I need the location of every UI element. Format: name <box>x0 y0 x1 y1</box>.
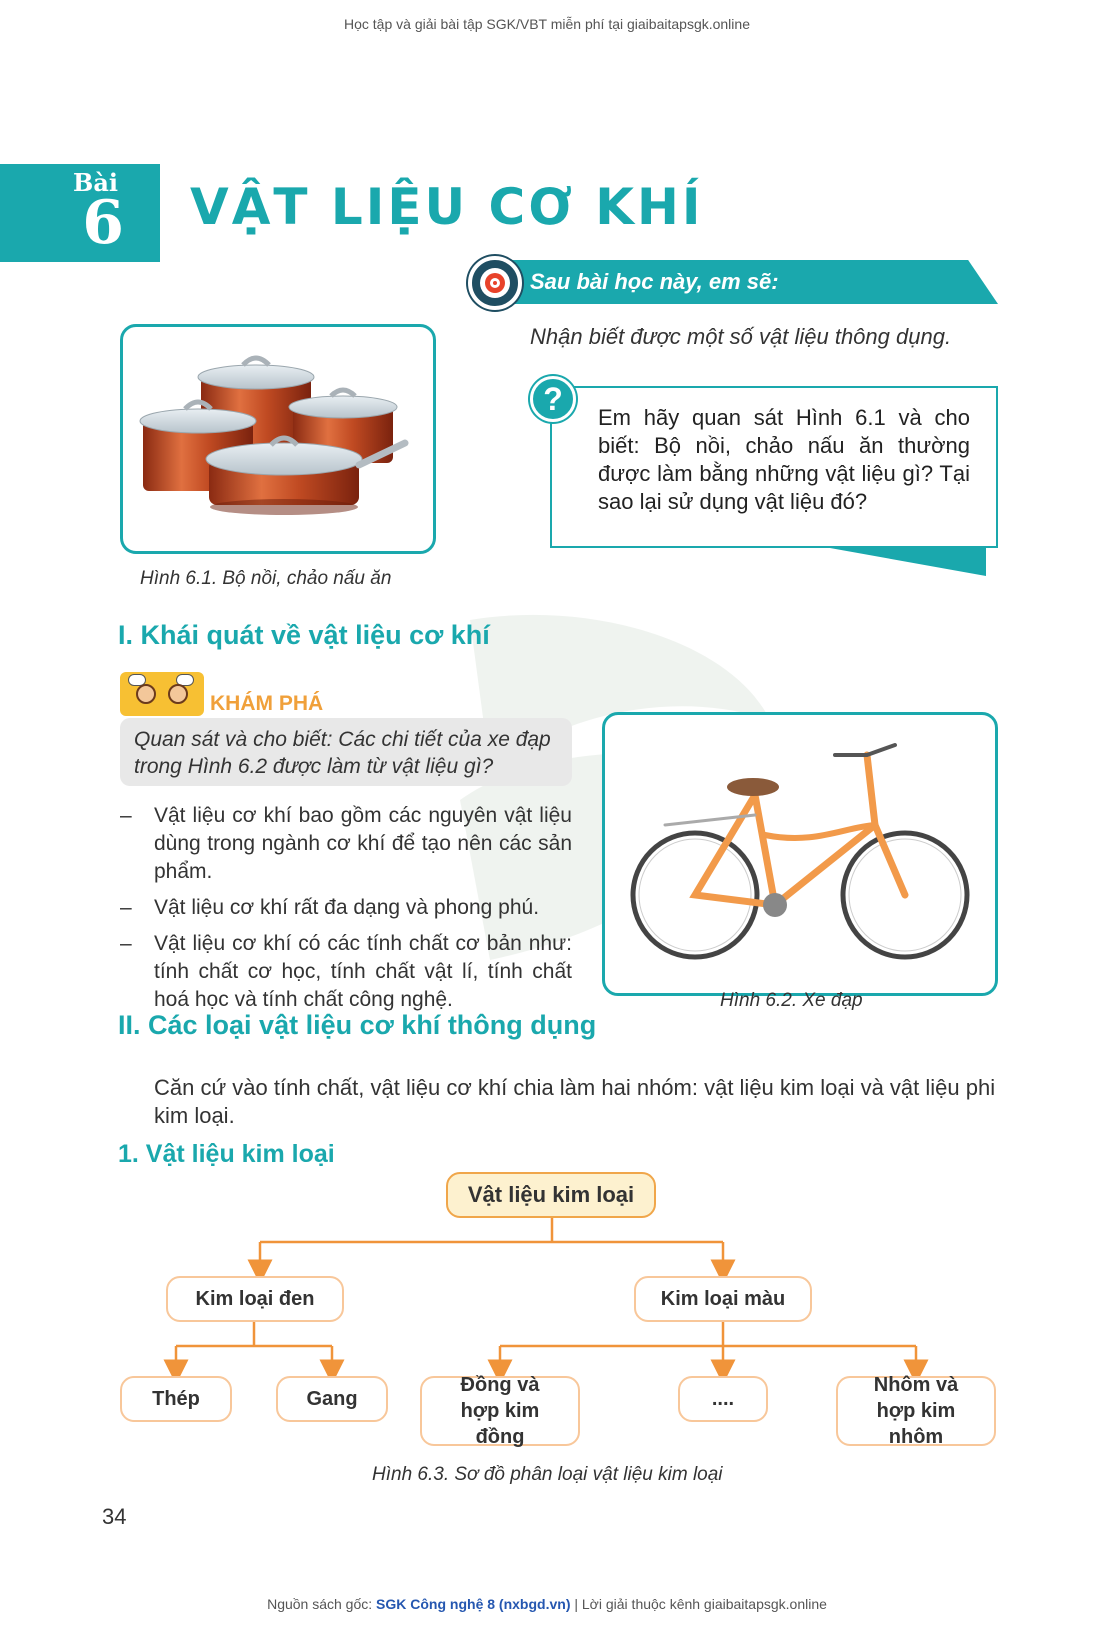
lesson-title: VẬT LIỆU CƠ KHÍ <box>190 178 704 236</box>
diagram-node-aluminum-alloys: Nhôm và hợp kim nhôm <box>836 1376 996 1446</box>
diagram-node-copper-alloys: Đồng và hợp kim đồng <box>420 1376 580 1446</box>
subsection-1-heading: 1. Vật liệu kim loại <box>118 1140 335 1168</box>
lesson-number: 6 <box>82 188 124 258</box>
cookware-illustration <box>123 327 433 551</box>
question-box-tail <box>830 548 986 576</box>
section-2-heading: II. Các loại vật liệu cơ khí thông dụng <box>118 1010 597 1040</box>
diagram-node-metal-materials: Vật liệu kim loại <box>446 1172 656 1218</box>
list-item: – Vật liệu cơ khí rất đa dạng và phong phú. <box>120 896 540 919</box>
question-icon: ? <box>530 376 576 422</box>
lesson-label: Bài <box>73 168 118 197</box>
figure-6-3-caption: Hình 6.3. Sơ đồ phân loại vật liệu kim loại <box>372 1464 723 1485</box>
diagram-node-other: .... <box>678 1376 768 1422</box>
objectives-heading: Sau bài học này, em sẽ: <box>530 269 779 294</box>
diagram-node-steel: Thép <box>120 1376 232 1422</box>
bicycle-illustration <box>605 715 995 993</box>
explore-text: Quan sát và cho biết: Các chi tiết của xe đạp trong Hình 6.2 được làm từ vật liệu gì? <box>134 728 551 778</box>
explore-icon <box>120 672 204 716</box>
list-item: – Vật liệu cơ khí bao gồm các nguyên vật liệu dùng trong ngành cơ khí để tạo nên các sản phẩm. <box>120 804 572 883</box>
footer-prefix: Nguồn sách gốc: <box>267 1596 377 1612</box>
footer-suffix: | Lời giải thuộc kênh giaibaitapsgk.online <box>570 1596 827 1612</box>
section-1-heading: I. Khái quát về vật liệu cơ khí <box>118 620 490 650</box>
diagram-node-cast-iron: Gang <box>276 1376 388 1422</box>
source-banner: Học tập và giải bài tập SGK/VBT miễn phí tại giaibaitapsgk.online <box>344 16 750 32</box>
lesson-badge <box>0 164 160 262</box>
figure-6-2-caption: Hình 6.2. Xe đạp <box>720 990 863 1011</box>
explore-label: KHÁM PHÁ <box>210 692 324 715</box>
bullet-list <box>120 802 572 1022</box>
diagram-node-ferrous-metals: Kim loại đen <box>166 1276 344 1322</box>
figure-6-1-image <box>120 324 436 554</box>
section-2-intro: Căn cứ vào tính chất, vật liệu cơ khí chia làm hai nhóm: vật liệu kim loại và vật liệu phi kim loại. <box>154 1075 996 1128</box>
figure-6-2-image <box>602 712 998 996</box>
list-item: – Vật liệu cơ khí có các tính chất cơ bản như: tính chất cơ học, tính chất vật lí, tính chất hoá học và tính chất công nghệ. <box>120 932 572 1011</box>
page-number: 34 <box>102 1504 127 1529</box>
figure-6-1-caption: Hình 6.1. Bộ nồi, chảo nấu ăn <box>140 568 392 589</box>
footer <box>0 1596 1094 1612</box>
target-icon <box>468 256 522 310</box>
source-link[interactable]: SGK Công nghệ 8 (nxbgd.vn) <box>376 1596 571 1612</box>
diagram-node-nonferrous-metals: Kim loại màu <box>634 1276 812 1322</box>
objective-item: Nhận biết được một số vật liệu thông dụng. <box>530 324 952 349</box>
question-text: Em hãy quan sát Hình 6.1 và cho biết: Bộ nồi, chảo nấu ăn thường được làm bằng những vật liệu gì? Tại sao lại sử dụng vật liệu đó? <box>598 405 970 514</box>
